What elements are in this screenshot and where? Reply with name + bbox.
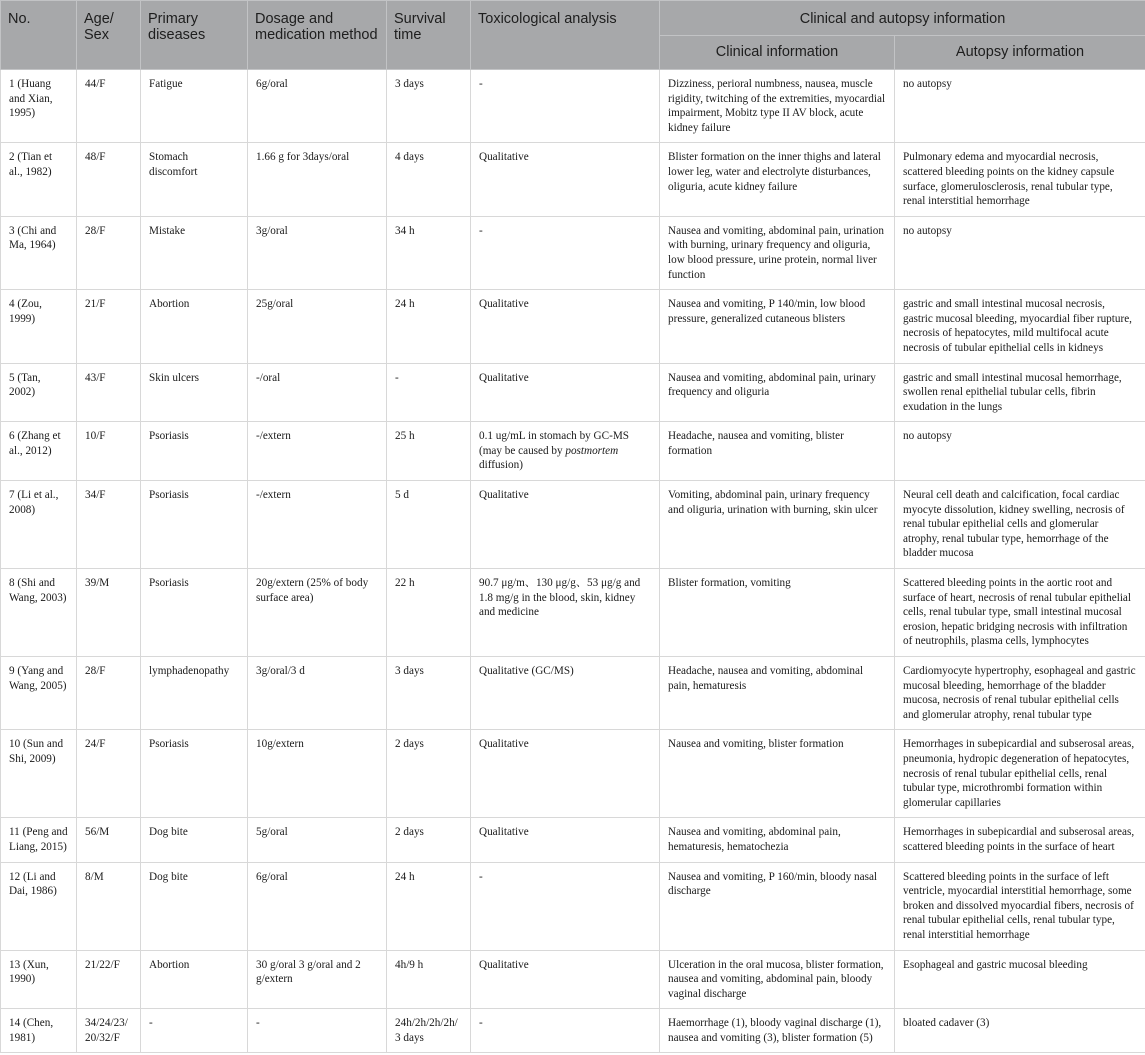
cell-toxicological-analysis: Qualitative <box>471 143 660 216</box>
cell-clinical-information: Nausea and vomiting, P 140/min, low blood pressure, generalized cutaneous blisters <box>660 290 895 363</box>
cell-age-sex: 10/F <box>77 422 141 481</box>
cell-toxicological-analysis: Qualitative <box>471 730 660 818</box>
cell-no: 4 (Zou, 1999) <box>1 290 77 363</box>
cell-age-sex: 28/F <box>77 657 141 730</box>
cell-autopsy-information: gastric and small intestinal mucosal necrosis, gastric mucosal bleeding, myocardial fiber rupture, necrosis of hepatocytes, mild multifocal acute necrosis of tubular epithelial cells in kidneys <box>895 290 1145 363</box>
cell-autopsy-information: no autopsy <box>895 70 1145 143</box>
cell-survival-time: 24 h <box>387 290 471 363</box>
cell-dosage: 25g/oral <box>248 290 387 363</box>
cell-toxicological-analysis: Qualitative <box>471 363 660 422</box>
cell-toxicological-analysis: Qualitative <box>471 290 660 363</box>
table-row <box>1 950 1145 1009</box>
cell-autopsy-information: Hemorrhages in subepicardial and subserosal areas, scattered bleeding points in the surface of heart <box>895 818 1145 862</box>
cell-clinical-information: Vomiting, abdominal pain, urinary frequency and oliguria, urination with burning, skin ulcer <box>660 481 895 569</box>
cell-age-sex: 8/M <box>77 862 141 950</box>
cell-clinical-information: Nausea and vomiting, abdominal pain, urination with burning, urinary frequency and oliguria, low blood pressure, urine protein, normal liver function <box>660 216 895 289</box>
cell-survival-time: 22 h <box>387 569 471 657</box>
cell-primary-disease: Mistake <box>141 216 248 289</box>
cell-primary-disease: Dog bite <box>141 862 248 950</box>
cell-autopsy-information: Scattered bleeding points in the aortic root and surface of heart, necrosis of renal tubular epithelial cells, renal tubular type, small intestinal mucosal erosion, hepatic bridging necrosis with infiltration of neutrophils, plasma cells, lymphocytes <box>895 569 1145 657</box>
cell-primary-disease: Psoriasis <box>141 422 248 481</box>
cell-primary-disease: Abortion <box>141 290 248 363</box>
cell-toxicological-analysis: 0.1 ug/mL in stomach by GC-MS (may be caused by postmortem diffusion) <box>471 422 660 481</box>
cell-age-sex: 39/M <box>77 569 141 657</box>
cell-no: 9 (Yang and Wang, 2005) <box>1 657 77 730</box>
cell-primary-disease: Skin ulcers <box>141 363 248 422</box>
cell-no: 10 (Sun and Shi, 2009) <box>1 730 77 818</box>
header-primary-diseases: Primary diseases <box>141 1 248 70</box>
cell-survival-time: 24h/2h/2h/2h/ 3 days <box>387 1009 471 1053</box>
cell-clinical-information: Nausea and vomiting, abdominal pain, urinary frequency and oliguria <box>660 363 895 422</box>
cell-primary-disease: lymphadenopathy <box>141 657 248 730</box>
cell-toxicological-analysis: Qualitative (GC/MS) <box>471 657 660 730</box>
cell-no: 6 (Zhang et al., 2012) <box>1 422 77 481</box>
cell-toxicological-analysis: Qualitative <box>471 481 660 569</box>
cell-age-sex: 44/F <box>77 70 141 143</box>
cell-age-sex: 21/22/F <box>77 950 141 1009</box>
cell-clinical-information: Dizziness, perioral numbness, nausea, muscle rigidity, twitching of the extremities, myocardial impairment, Mobitz type II AV block, acute kidney failure <box>660 70 895 143</box>
cell-age-sex: 56/M <box>77 818 141 862</box>
cell-survival-time: 25 h <box>387 422 471 481</box>
table-row <box>1 143 1145 216</box>
table-row <box>1 70 1145 143</box>
cell-no: 13 (Xun, 1990) <box>1 950 77 1009</box>
header-clinical-information: Clinical information <box>660 36 895 70</box>
cell-autopsy-information: no autopsy <box>895 216 1145 289</box>
table-row <box>1 363 1145 422</box>
cell-toxicological-analysis: - <box>471 862 660 950</box>
header-dosage: Dosage and medication method <box>248 1 387 70</box>
cell-dosage: -/extern <box>248 481 387 569</box>
cell-autopsy-information: Scattered bleeding points in the surface of left ventricle, myocardial interstitial hemorrhage, some broken and dissolved myocardial fibers, necrosis of renal tubular epithelial cells, renal tubular type, renal interstitial hemorrhage <box>895 862 1145 950</box>
cell-dosage: 3g/oral/3 d <box>248 657 387 730</box>
header-clinical-autopsy: Clinical and autopsy information <box>660 1 1145 36</box>
table-row <box>1 657 1145 730</box>
cell-clinical-information: Nausea and vomiting, P 160/min, bloody nasal discharge <box>660 862 895 950</box>
cell-age-sex: 48/F <box>77 143 141 216</box>
cell-age-sex: 43/F <box>77 363 141 422</box>
table-row <box>1 216 1145 289</box>
cell-autopsy-information: Hemorrhages in subepicardial and subserosal areas, pneumonia, hydropic degeneration of hepatocytes, necrosis of renal tubular epithelial cells, renal tubular type, microthrombi formation within glomerular capillaries <box>895 730 1145 818</box>
cell-dosage: -/extern <box>248 422 387 481</box>
cell-clinical-information: Blister formation on the inner thighs and lateral lower leg, water and electrolyte disturbances, oliguria, acute kidney failure <box>660 143 895 216</box>
cell-primary-disease: Stomach discomfort <box>141 143 248 216</box>
cell-clinical-information: Nausea and vomiting, blister formation <box>660 730 895 818</box>
table-row <box>1 1009 1145 1053</box>
cell-clinical-information: Blister formation, vomiting <box>660 569 895 657</box>
cell-clinical-information: Ulceration in the oral mucosa, blister formation, nausea and vomiting, abdominal pain, bloody vaginal discharge <box>660 950 895 1009</box>
cell-survival-time: 4h/9 h <box>387 950 471 1009</box>
cell-dosage: 1.66 g for 3days/oral <box>248 143 387 216</box>
cell-no: 8 (Shi and Wang, 2003) <box>1 569 77 657</box>
table-row <box>1 569 1145 657</box>
cell-dosage: 6g/oral <box>248 70 387 143</box>
cell-autopsy-information: Neural cell death and calcification, focal cardiac myocyte dissolution, kidney swelling, necrosis of renal tubular epithelial cells and glomerular atrophy, renal tubular type, hemorrhage of the bladder mucosa <box>895 481 1145 569</box>
cell-no: 1 (Huang and Xian, 1995) <box>1 70 77 143</box>
cell-toxicological-analysis: Qualitative <box>471 818 660 862</box>
cell-no: 7 (Li et al., 2008) <box>1 481 77 569</box>
cell-survival-time: 2 days <box>387 818 471 862</box>
cell-survival-time: 3 days <box>387 657 471 730</box>
cell-primary-disease: Psoriasis <box>141 481 248 569</box>
cell-clinical-information: Nausea and vomiting, abdominal pain, hematuresis, hematochezia <box>660 818 895 862</box>
table-row <box>1 290 1145 363</box>
cell-primary-disease: Abortion <box>141 950 248 1009</box>
cell-dosage: -/oral <box>248 363 387 422</box>
header-row-main <box>1 1 1145 36</box>
cell-primary-disease: Psoriasis <box>141 569 248 657</box>
cell-clinical-information: Headache, nausea and vomiting, abdominal pain, hematuresis <box>660 657 895 730</box>
cell-autopsy-information: Cardiomyocyte hypertrophy, esophageal and gastric mucosal bleeding, hemorrhage of the bladder mucosa, necrosis of renal tubular epithelial cells and glomerular atrophy, renal tubular type <box>895 657 1145 730</box>
table-row <box>1 818 1145 862</box>
cell-survival-time: - <box>387 363 471 422</box>
table-row <box>1 730 1145 818</box>
cell-autopsy-information: bloated cadaver (3) <box>895 1009 1145 1053</box>
cell-primary-disease: Dog bite <box>141 818 248 862</box>
cell-age-sex: 21/F <box>77 290 141 363</box>
cell-age-sex: 28/F <box>77 216 141 289</box>
cell-autopsy-information: Esophageal and gastric mucosal bleeding <box>895 950 1145 1009</box>
table-header <box>1 1 1145 70</box>
cell-primary-disease: Fatigue <box>141 70 248 143</box>
cell-age-sex: 34/F <box>77 481 141 569</box>
cell-age-sex: 34/24/23/ 20/32/F <box>77 1009 141 1053</box>
cell-age-sex: 24/F <box>77 730 141 818</box>
cell-survival-time: 3 days <box>387 70 471 143</box>
table-body <box>1 70 1145 1053</box>
cell-primary-disease: Psoriasis <box>141 730 248 818</box>
cell-dosage: 3g/oral <box>248 216 387 289</box>
header-age-sex: Age/ Sex <box>77 1 141 70</box>
table-row <box>1 481 1145 569</box>
cell-no: 3 (Chi and Ma, 1964) <box>1 216 77 289</box>
cell-clinical-information: Haemorrhage (1), bloody vaginal discharge (1), nausea and vomiting (3), blister formation (5) <box>660 1009 895 1053</box>
cell-autopsy-information: no autopsy <box>895 422 1145 481</box>
cell-survival-time: 5 d <box>387 481 471 569</box>
cell-survival-time: 34 h <box>387 216 471 289</box>
cell-toxicological-analysis: Qualitative <box>471 950 660 1009</box>
cell-no: 11 (Peng and Liang, 2015) <box>1 818 77 862</box>
cell-toxicological-analysis: 90.7 μg/m、130 μg/g、53 μg/g and 1.8 mg/g in the blood, skin, kidney and medicine <box>471 569 660 657</box>
cell-toxicological-analysis: - <box>471 70 660 143</box>
cell-dosage: - <box>248 1009 387 1053</box>
cell-no: 14 (Chen, 1981) <box>1 1009 77 1053</box>
cell-survival-time: 2 days <box>387 730 471 818</box>
table-row <box>1 862 1145 950</box>
cell-dosage: 6g/oral <box>248 862 387 950</box>
cell-toxicological-analysis: - <box>471 216 660 289</box>
cell-autopsy-information: gastric and small intestinal mucosal hemorrhage, swollen renal epithelial tubular cells, fibrin exudation in the lungs <box>895 363 1145 422</box>
header-no: No. <box>1 1 77 70</box>
cell-clinical-information: Headache, nausea and vomiting, blister formation <box>660 422 895 481</box>
cell-dosage: 10g/extern <box>248 730 387 818</box>
cell-no: 2 (Tian et al., 1982) <box>1 143 77 216</box>
cell-dosage: 5g/oral <box>248 818 387 862</box>
cell-dosage: 20g/extern (25% of body surface area) <box>248 569 387 657</box>
header-survival-time: Survival time <box>387 1 471 70</box>
cell-primary-disease: - <box>141 1009 248 1053</box>
cell-survival-time: 24 h <box>387 862 471 950</box>
cell-dosage: 30 g/oral 3 g/oral and 2 g/extern <box>248 950 387 1009</box>
cell-toxicological-analysis: - <box>471 1009 660 1053</box>
table-row <box>1 422 1145 481</box>
header-toxicological-analysis: Toxicological analysis <box>471 1 660 70</box>
header-autopsy-information: Autopsy information <box>895 36 1145 70</box>
cell-no: 5 (Tan, 2002) <box>1 363 77 422</box>
cell-autopsy-information: Pulmonary edema and myocardial necrosis, scattered bleeding points on the kidney capsule surface, glomerulosclerosis, renal tubular type, renal interstitial hemorrhage <box>895 143 1145 216</box>
cell-no: 12 (Li and Dai, 1986) <box>1 862 77 950</box>
cell-survival-time: 4 days <box>387 143 471 216</box>
